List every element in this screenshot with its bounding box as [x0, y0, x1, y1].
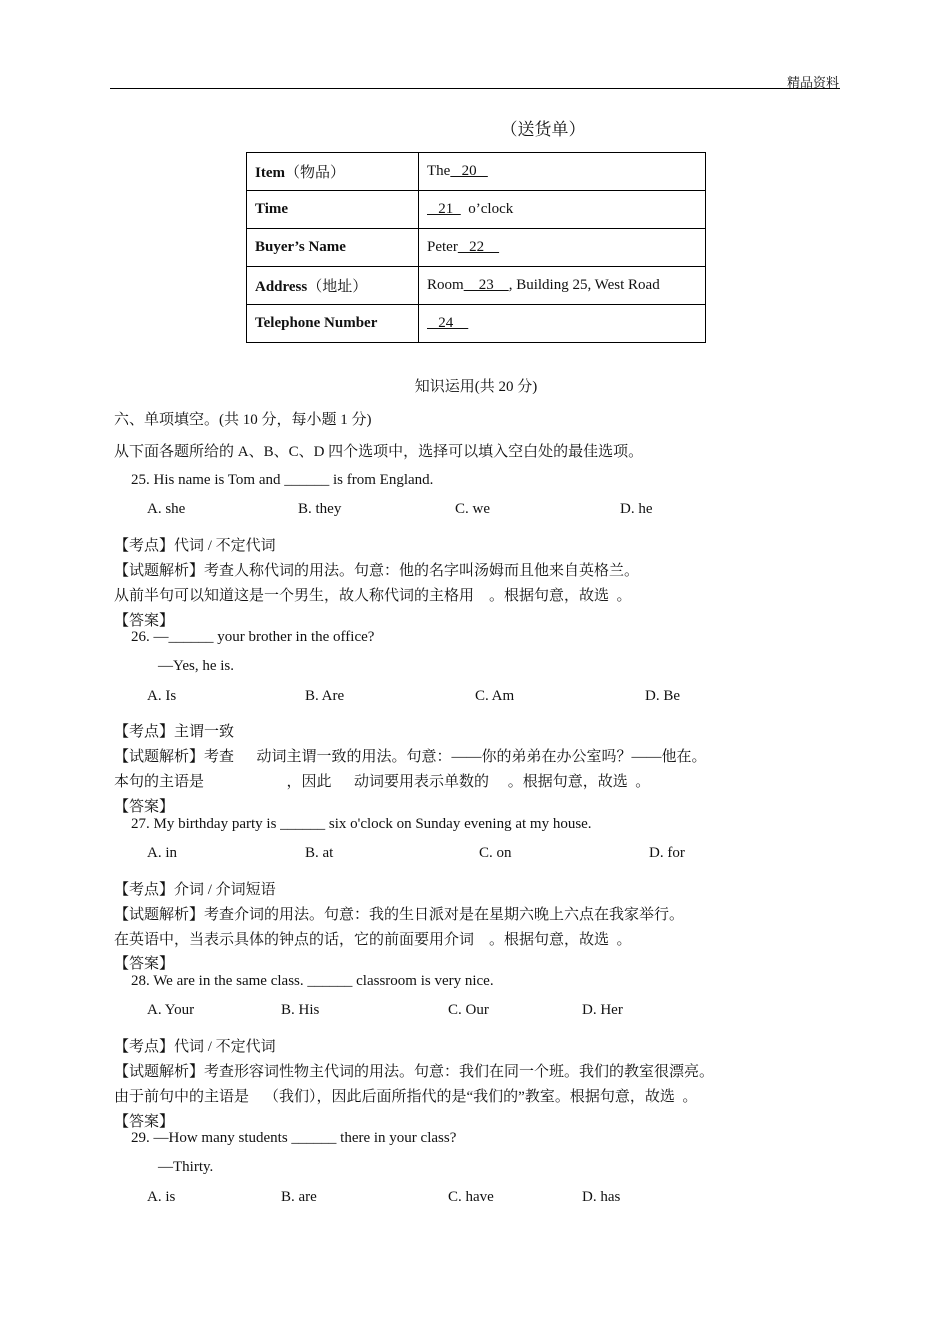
instruction: 从下面各题所给的 A、B、C、D 四个选项中，选择可以填入空白处的最佳选项。 — [114, 444, 644, 460]
option-a: A. Your — [147, 1002, 195, 1018]
answer-label: 【答案】 — [114, 799, 175, 815]
option-c: C. Am — [475, 688, 515, 704]
field-value: 21 o’clock — [419, 191, 706, 229]
field-label: Address（地址） — [247, 267, 419, 305]
answer-label: 【答案】 — [114, 1114, 175, 1130]
option-a: A. she — [147, 501, 186, 517]
option-c: C. we — [455, 501, 490, 517]
table-row — [247, 153, 706, 191]
field-value — [419, 305, 706, 343]
section-title: 知识运用(共 20 分) — [414, 379, 538, 395]
option-d: D. Be — [645, 688, 680, 704]
analysis: 【试题解析】考查人称代词的用法。句意：他的名字叫汤姆而且他来自英格兰。 — [114, 563, 640, 579]
answer-label: 【答案】 — [114, 613, 175, 629]
question-reply: —Yes, he is. — [158, 658, 234, 674]
analysis: 本句的主语是 ，因此 动词要用表示单数的 。根据句意，故选 。 — [114, 774, 651, 790]
option-a: A. in — [147, 845, 177, 861]
field-label: Telephone Number — [247, 305, 419, 343]
part-title: 六、单项填空。(共 10 分，每小题 1 分) — [114, 412, 372, 428]
analysis: 【试题解析】考查形容词性物主代词的用法。句意：我们在同一个班。我们的教室很漂亮。 — [114, 1064, 715, 1080]
answer-blank: 20 — [450, 163, 488, 179]
field-value: Room 23 , Building 25, West Road — [419, 267, 706, 305]
answer-label: 【答案】 — [114, 956, 175, 972]
table-row — [247, 267, 706, 305]
option-a: A. is — [147, 1189, 176, 1205]
delivery-form-table — [246, 152, 706, 343]
delivery-form-title: （送货单） — [500, 120, 586, 139]
option-d: D. for — [649, 845, 685, 861]
option-d: D. he — [620, 501, 653, 517]
field-label: Item（物品） — [247, 153, 419, 191]
option-a: A. Is — [147, 688, 177, 704]
option-c: C. Our — [448, 1002, 489, 1018]
field-label: Time — [247, 191, 419, 229]
option-c: C. on — [479, 845, 512, 861]
field-value: The 20 — [419, 153, 706, 191]
answer-blank: 24 — [427, 315, 469, 331]
header-label: 精品资料 — [786, 75, 839, 90]
option-b: B. at — [305, 845, 334, 861]
question-stem: 29. —How many students ______ there in your class? — [131, 1130, 457, 1146]
answer-blank: 23 — [463, 277, 509, 293]
table-row — [247, 191, 706, 229]
question-stem: 25. His name is Tom and ______ is from England. — [131, 472, 434, 488]
analysis: 【试题解析】考查 动词主谓一致的用法。句意：——你的弟弟在办公室吗？——他在。 — [114, 749, 707, 765]
answer-blank: 22 — [457, 239, 500, 255]
option-d: D. has — [582, 1189, 621, 1205]
question-stem: 26. —______ your brother in the office? — [131, 629, 375, 645]
key-point: 【考点】代词 / 不定代词 — [114, 538, 276, 554]
option-b: B. they — [298, 501, 342, 517]
answer-blank: 21 — [427, 201, 461, 217]
option-b: B. are — [281, 1189, 317, 1205]
option-b: B. His — [281, 1002, 320, 1018]
field-value: Peter 22 — [419, 229, 706, 267]
analysis: 【试题解析】考查介词的用法。句意：我的生日派对是在星期六晚上六点在我家举行。 — [114, 907, 685, 923]
key-point: 【考点】代词 / 不定代词 — [114, 1039, 276, 1055]
option-d: D. Her — [582, 1002, 623, 1018]
field-label: Buyer’s Name — [247, 229, 419, 267]
analysis: 由于前句中的主语是 （我们），因此后面所指代的是“我们的”教室。根据句意，故选 。 — [114, 1089, 698, 1105]
analysis: 从前半句可以知道这是一个男生，故人称代词的主格用 。根据句意，故选 。 — [114, 588, 632, 604]
option-c: C. have — [448, 1189, 494, 1205]
header-rule — [110, 88, 840, 89]
table-row — [247, 305, 706, 343]
key-point: 【考点】介词 / 介词短语 — [114, 882, 276, 898]
question-stem: 28. We are in the same class. ______ classroom is very nice. — [131, 973, 494, 989]
key-point: 【考点】主谓一致 — [114, 724, 235, 740]
table-row — [247, 229, 706, 267]
option-b: B. Are — [305, 688, 345, 704]
question-stem: 27. My birthday party is ______ six o'clock on Sunday evening at my house. — [131, 816, 592, 832]
analysis: 在英语中，当表示具体的钟点的话，它的前面要用介词 。根据句意，故选 。 — [114, 932, 632, 948]
question-reply: —Thirty. — [158, 1159, 214, 1175]
